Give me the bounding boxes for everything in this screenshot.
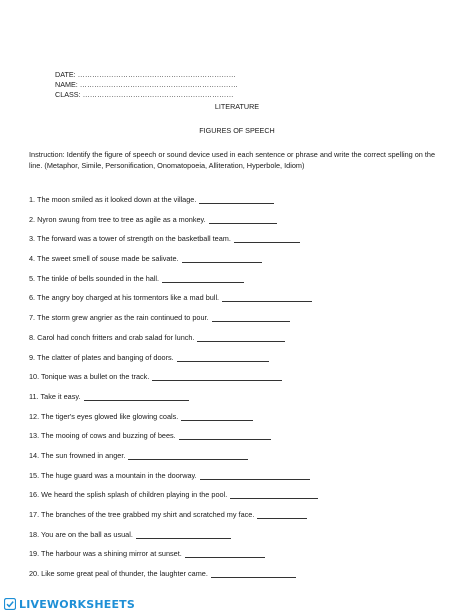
question-text: 3. The forward was a tower of strength on the basketball team. bbox=[29, 234, 231, 244]
answer-input-4[interactable] bbox=[182, 254, 262, 263]
question-text: 16. We heard the splish splash of children playing in the pool. bbox=[29, 490, 228, 500]
question-item bbox=[29, 431, 449, 451]
subject-title: LITERATURE bbox=[214, 102, 260, 111]
question-text: 14. The sun frowned in anger. bbox=[29, 450, 126, 460]
question-text: 9. The clatter of plates and banging of doors. bbox=[29, 352, 174, 362]
question-item bbox=[29, 293, 449, 313]
answer-input-12[interactable] bbox=[181, 412, 253, 421]
question-text: 11. Take it easy. bbox=[29, 391, 81, 401]
answer-input-7[interactable] bbox=[212, 313, 290, 322]
answer-input-19[interactable] bbox=[185, 549, 265, 558]
answer-input-16[interactable] bbox=[230, 490, 318, 499]
answer-input-11[interactable] bbox=[84, 392, 189, 401]
question-text: 8. Carol had conch fritters and crab salad for lunch. bbox=[29, 332, 195, 342]
answer-input-14[interactable] bbox=[128, 451, 248, 460]
instruction-text: Instruction: Identify the figure of speech or sound device used in each sentence or phrase and write the correct spelling on the line. (Metaphor, Simile, Personification, Onomatopoeia, Alliteration, Hyperbole, Idiom) bbox=[29, 150, 436, 170]
question-item bbox=[29, 510, 449, 530]
question-text: 6. The angry boy charged at his tormentors like a mad bull. bbox=[29, 293, 220, 303]
answer-input-10[interactable] bbox=[152, 372, 282, 381]
question-text: 20. Like some great peal of thunder, the laughter came. bbox=[29, 569, 208, 579]
question-item bbox=[29, 451, 449, 471]
question-item bbox=[29, 234, 449, 254]
question-item bbox=[29, 333, 449, 353]
answer-input-5[interactable] bbox=[162, 274, 244, 283]
question-item bbox=[29, 471, 449, 491]
question-item bbox=[29, 392, 449, 412]
question-text: 17. The branches of the tree grabbed my shirt and scratched my face. bbox=[29, 510, 255, 519]
answer-input-1[interactable] bbox=[199, 195, 274, 204]
student-info-header bbox=[55, 70, 238, 100]
question-item bbox=[29, 549, 449, 569]
question-list bbox=[29, 195, 449, 589]
question-item bbox=[29, 490, 449, 510]
question-text: 4. The sweet smell of souse made be salivate. bbox=[29, 254, 179, 264]
question-item bbox=[29, 569, 449, 589]
question-text: 10. Tonique was a bullet on the track. bbox=[29, 372, 150, 382]
answer-input-6[interactable] bbox=[222, 293, 312, 302]
question-text: 1. The moon smiled as it looked down at the village. bbox=[29, 195, 197, 204]
question-item bbox=[29, 195, 449, 215]
question-text: 18. You are on the ball as usual. bbox=[29, 529, 133, 539]
question-item bbox=[29, 274, 449, 294]
answer-input-9[interactable] bbox=[177, 353, 269, 362]
answer-input-2[interactable] bbox=[209, 215, 277, 224]
question-text: 15. The huge guard was a mountain in the doorway. bbox=[29, 470, 197, 480]
question-item bbox=[29, 215, 449, 235]
question-text: 19. The harbour was a shining mirror at sunset. bbox=[29, 549, 182, 559]
question-text: 2. Nyron swung from tree to tree as agile as a monkey. bbox=[29, 214, 206, 224]
question-item bbox=[29, 313, 449, 333]
answer-input-3[interactable] bbox=[234, 234, 300, 243]
question-text: 5. The tinkle of bells sounded in the hall. bbox=[29, 273, 160, 283]
brand-name: LIVEWORKSHEETS bbox=[19, 597, 135, 611]
question-item bbox=[29, 372, 449, 392]
question-item bbox=[29, 412, 449, 432]
date-line: DATE: ………………………………………………………… bbox=[55, 70, 236, 79]
question-text: 13. The mooing of cows and buzzing of bees. bbox=[29, 431, 176, 441]
question-item bbox=[29, 353, 449, 373]
brand-logo[interactable] bbox=[4, 598, 135, 611]
question-item bbox=[29, 254, 449, 274]
answer-input-15[interactable] bbox=[200, 471, 310, 480]
topic-title: FIGURES OF SPEECH bbox=[199, 126, 275, 135]
answer-input-20[interactable] bbox=[211, 569, 296, 578]
answer-input-17[interactable] bbox=[257, 510, 307, 519]
question-text: 7. The storm grew angrier as the rain continued to pour. bbox=[29, 313, 209, 323]
question-item bbox=[29, 530, 449, 550]
answer-input-8[interactable] bbox=[197, 333, 285, 342]
class-line: CLASS: ……………………………………………………… bbox=[55, 90, 234, 99]
liveworksheets-logo-icon bbox=[4, 598, 16, 610]
answer-input-18[interactable] bbox=[136, 530, 231, 539]
question-text: 12. The tiger's eyes glowed like glowing coals. bbox=[29, 411, 179, 421]
answer-input-13[interactable] bbox=[179, 431, 271, 440]
name-line: NAME: ………………………………………………………… bbox=[55, 80, 238, 89]
footer-bar bbox=[0, 596, 474, 612]
